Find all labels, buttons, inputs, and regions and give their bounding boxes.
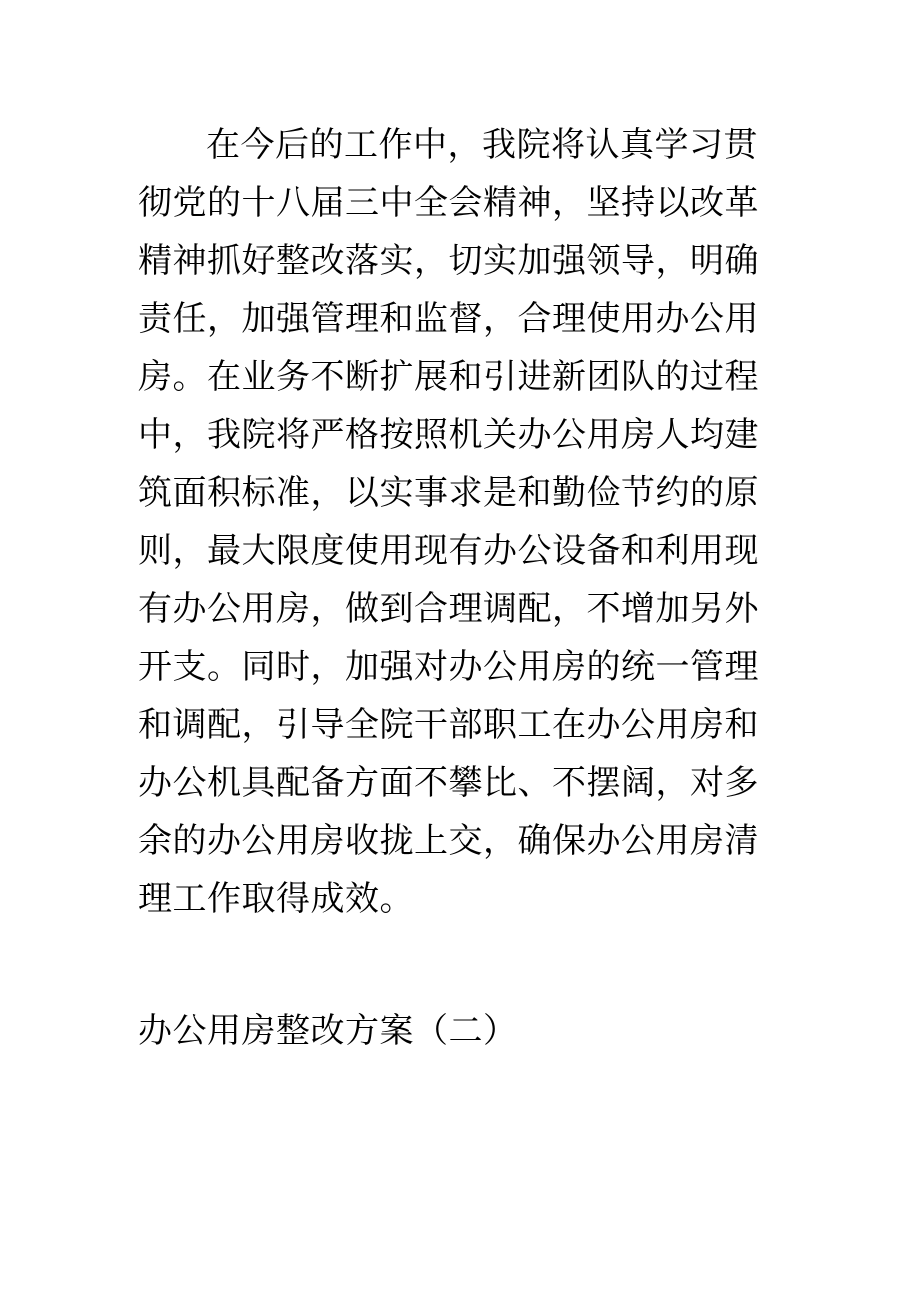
paragraph-line-14: 理工作取得成效。 [138, 879, 414, 919]
paragraph-line-12: 办公机具配备方面不攀比、不摆阔，对多 [138, 763, 759, 803]
paragraph-line-6: 中，我院将严格按照机关办公用房人均建 [138, 415, 759, 455]
paragraph-line-1: 在今后的工作中，我院将认真学习贯 [206, 125, 758, 165]
paragraph-line-11: 和调配，引导全院干部职工在办公用房和 [138, 705, 759, 745]
paragraph-line-9: 有办公用房，做到合理调配，不增加另外 [138, 589, 759, 629]
paragraph-line-3: 精神抓好整改落实，切实加强领导，明确 [138, 241, 759, 281]
paragraph-line-13: 余的办公用房收拢上交，确保办公用房清 [138, 821, 759, 861]
paragraph-line-8: 则，最大限度使用现有办公设备和利用现 [138, 531, 759, 571]
section-heading: 办公用房整改方案（二） [138, 1011, 518, 1051]
paragraph-line-2: 彻党的十八届三中全会精神，坚持以改革 [138, 183, 759, 223]
paragraph-line-7: 筑面积标准，以实事求是和勤俭节约的原 [138, 473, 759, 513]
paragraph-line-4: 责任，加强管理和监督，合理使用办公用 [138, 299, 759, 339]
paragraph-line-5: 房。在业务不断扩展和引进新团队的过程 [138, 357, 759, 397]
paragraph-line-10: 开支。同时，加强对办公用房的统一管理 [138, 647, 759, 687]
